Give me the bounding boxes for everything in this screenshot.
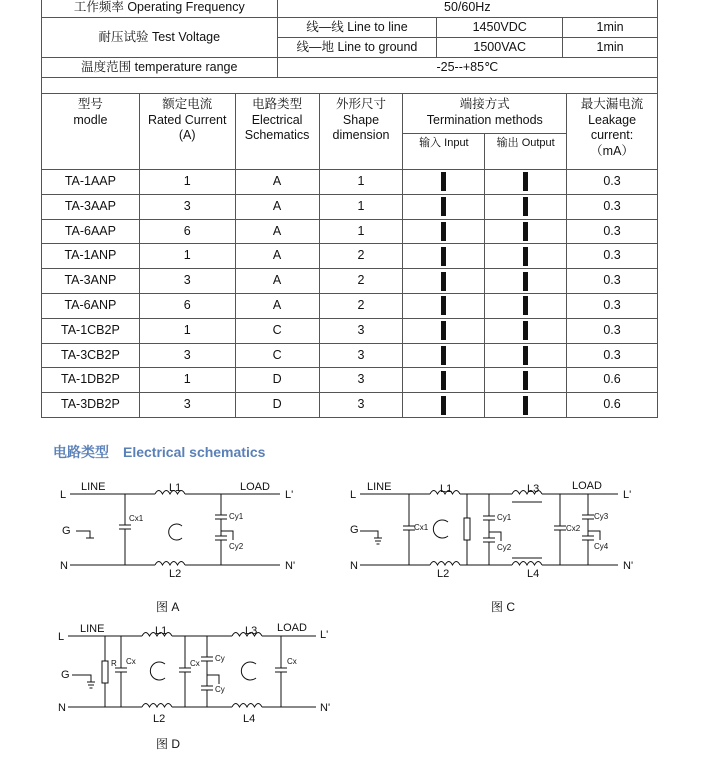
d-L2: L2 (153, 713, 166, 725)
c-Np: N' (623, 560, 634, 572)
d-cx-left-cap (115, 636, 127, 707)
shape-cell: 1 (319, 219, 403, 244)
leakage-cell: 0.6 (567, 368, 658, 393)
model-cell: TA-1AAP (42, 170, 140, 195)
voltage-label: 耐压试验 Test Voltage (42, 18, 278, 58)
a-G: G (62, 525, 71, 537)
header-current-cn: 额定电流 (162, 97, 213, 111)
a-cy-caps (215, 494, 227, 565)
frequency-value: 50/60Hz (277, 0, 657, 18)
circuit-cell: D (235, 393, 319, 418)
header-shape-en1: Shape (342, 112, 380, 127)
a-l2-coil (155, 562, 185, 566)
c-cy12-caps (483, 494, 501, 565)
d-loop-arrow-1 (150, 662, 165, 680)
d-load: LOAD (277, 622, 307, 634)
schematic-c (350, 480, 633, 614)
d-R: R (111, 659, 117, 668)
leakage-cell: 0.3 (567, 293, 658, 318)
c-L3: L3 (527, 483, 540, 495)
d-G: G (61, 669, 70, 681)
section-title-en: Electrical schematics (123, 444, 266, 460)
c-cy34-caps (582, 494, 600, 565)
d-cx-left: Cx (126, 657, 136, 666)
leakage-cell: 0.3 (567, 269, 658, 294)
line-line-label: 线—线 Line to line (277, 18, 437, 38)
line-ground-time: 1min (563, 38, 658, 58)
header-current-en: Rated Current (147, 112, 227, 127)
shape-cell: 1 (319, 194, 403, 219)
circuit-cell: A (235, 244, 319, 269)
header-output: 输出 Output (485, 134, 567, 170)
header-shape-en2: dimension (332, 128, 390, 143)
model-cell: TA-1CB2P (42, 318, 140, 343)
a-L1: L1 (169, 482, 182, 494)
a-N: N (60, 560, 68, 572)
d-cx-mid-cap (179, 636, 191, 707)
d-L3: L3 (245, 625, 258, 637)
d-l2-coil (142, 704, 172, 708)
d-L: L (58, 631, 65, 643)
a-cy2: Cy2 (229, 542, 244, 551)
header-leak-cn: 最大漏电流 (580, 97, 644, 111)
current-cell: 6 (139, 219, 235, 244)
circuit-cell: A (235, 170, 319, 195)
c-N: N (350, 560, 358, 572)
schematic-d (58, 622, 330, 751)
d-cx-right: Cx (287, 657, 297, 666)
circuit-cell: C (235, 343, 319, 368)
c-ground (360, 531, 382, 544)
header-leak-en1: Leakage (588, 112, 637, 127)
header-circuit-cn: 电路类型 (252, 97, 303, 111)
a-L: L (60, 489, 67, 501)
model-cell: TA-3ANP (42, 269, 140, 294)
model-cell: TA-6ANP (42, 293, 140, 318)
leakage-cell: 0.3 (567, 219, 658, 244)
c-L: L (350, 489, 357, 501)
c-l4-coil (512, 562, 542, 566)
a-loop-arrow (169, 524, 182, 540)
header-shape-cn: 外形尺寸 (335, 97, 386, 111)
caption-c: 图 C (491, 600, 516, 614)
c-load: LOAD (572, 480, 602, 492)
model-cell: TA-3AAP (42, 194, 140, 219)
c-cy1: Cy1 (497, 513, 512, 522)
caption-a: 图 A (156, 600, 180, 614)
line-ground-value: 1500VAC (437, 38, 563, 58)
c-L1: L1 (440, 483, 453, 495)
d-N: N (58, 702, 66, 714)
temp-label: 温度范围 temperature range (42, 58, 278, 78)
model-cell: TA-3DB2P (42, 393, 140, 418)
leakage-cell: 0.3 (567, 318, 658, 343)
header-input: 输入 Input (403, 134, 485, 170)
a-cx1: Cx1 (129, 514, 144, 523)
line-ground-label: 线—地 Line to ground (277, 38, 437, 58)
model-cell: TA-3CB2P (42, 343, 140, 368)
circuit-cell: D (235, 368, 319, 393)
d-resistor (102, 661, 108, 683)
leakage-cell: 0.6 (567, 393, 658, 418)
d-cx-mid: Cx (190, 659, 200, 668)
frequency-label: 工作频率 Operating Frequency (42, 0, 278, 18)
c-cx2-cap (554, 494, 566, 565)
leakage-cell: 0.3 (567, 194, 658, 219)
c-loop-arrow (433, 520, 448, 538)
shape-cell: 3 (319, 393, 403, 418)
circuit-cell: A (235, 194, 319, 219)
header-term-en: Termination methods (426, 112, 543, 127)
c-line: LINE (367, 481, 392, 493)
d-cy-bot: Cy (215, 685, 225, 694)
d-ground (72, 675, 95, 688)
header-model-cn: 型号 (77, 97, 103, 111)
a-wires (70, 494, 280, 565)
current-cell: 6 (139, 293, 235, 318)
current-cell: 3 (139, 194, 235, 219)
header-term-cn: 端接方式 (459, 97, 510, 111)
leakage-cell: 0.3 (567, 244, 658, 269)
a-L2: L2 (169, 568, 182, 580)
current-cell: 1 (139, 318, 235, 343)
line-line-time: 1min (563, 18, 658, 38)
current-cell: 1 (139, 244, 235, 269)
d-loop-arrow-2 (241, 662, 256, 680)
d-l4-coil (232, 704, 262, 708)
shape-cell: 3 (319, 318, 403, 343)
current-cell: 3 (139, 393, 235, 418)
a-cx1-cap (119, 494, 131, 565)
leakage-cell: 0.3 (567, 343, 658, 368)
shape-cell: 3 (319, 343, 403, 368)
c-cx1-cap (403, 494, 415, 565)
shape-cell: 1 (319, 170, 403, 195)
circuit-cell: A (235, 269, 319, 294)
c-coil-bars (512, 502, 542, 558)
current-cell: 1 (139, 368, 235, 393)
model-cell: TA-6AAP (42, 219, 140, 244)
c-cy3: Cy3 (594, 512, 609, 521)
d-line: LINE (80, 623, 105, 635)
a-Np: N' (285, 560, 296, 572)
c-G: G (350, 524, 359, 536)
d-cx-right-cap (275, 636, 287, 707)
c-cx1: Cx1 (414, 523, 429, 532)
a-cy1: Cy1 (229, 512, 244, 521)
header-leak-en2: current: (590, 128, 634, 143)
shape-cell: 2 (319, 293, 403, 318)
d-Np: N' (320, 702, 331, 714)
d-L4: L4 (243, 713, 256, 725)
header-leak-unit: （mA） (590, 143, 634, 158)
header-circuit-en2: Schematics (244, 128, 310, 143)
d-cy-caps (201, 636, 219, 707)
temp-value: -25--+85℃ (277, 58, 657, 78)
header-model-en: modle (73, 112, 108, 127)
c-cy4: Cy4 (594, 542, 609, 551)
shape-cell: 2 (319, 244, 403, 269)
c-cy2: Cy2 (497, 543, 512, 552)
shape-cell: 2 (319, 269, 403, 294)
model-cell: TA-1ANP (42, 244, 140, 269)
model-cell: TA-1DB2P (42, 368, 140, 393)
header-circuit-en1: Electrical (251, 112, 303, 127)
a-load: LOAD (240, 481, 270, 493)
c-cx2: Cx2 (566, 524, 581, 533)
circuit-cell: A (235, 219, 319, 244)
c-Lp: L' (623, 489, 632, 501)
circuit-cell: A (235, 293, 319, 318)
c-L2: L2 (437, 568, 450, 580)
c-l2-coil (430, 562, 460, 566)
d-L1: L1 (155, 625, 168, 637)
a-g-wire (76, 531, 94, 538)
current-cell: 3 (139, 343, 235, 368)
header-current-unit: (A) (178, 128, 196, 143)
shape-cell: 3 (319, 368, 403, 393)
caption-d: 图 D (156, 737, 181, 751)
line-line-value: 1450VDC (437, 18, 563, 38)
a-line: LINE (81, 481, 106, 493)
schematic-a (60, 481, 295, 614)
c-L4: L4 (527, 568, 540, 580)
section-title-cn: 电路类型 (53, 444, 109, 460)
c-resistor (464, 518, 470, 540)
current-cell: 3 (139, 269, 235, 294)
current-cell: 1 (139, 170, 235, 195)
a-Lp: L' (285, 489, 294, 501)
leakage-cell: 0.3 (567, 170, 658, 195)
circuit-cell: C (235, 318, 319, 343)
d-cy-top: Cy (215, 654, 225, 663)
d-Lp: L' (320, 629, 329, 641)
